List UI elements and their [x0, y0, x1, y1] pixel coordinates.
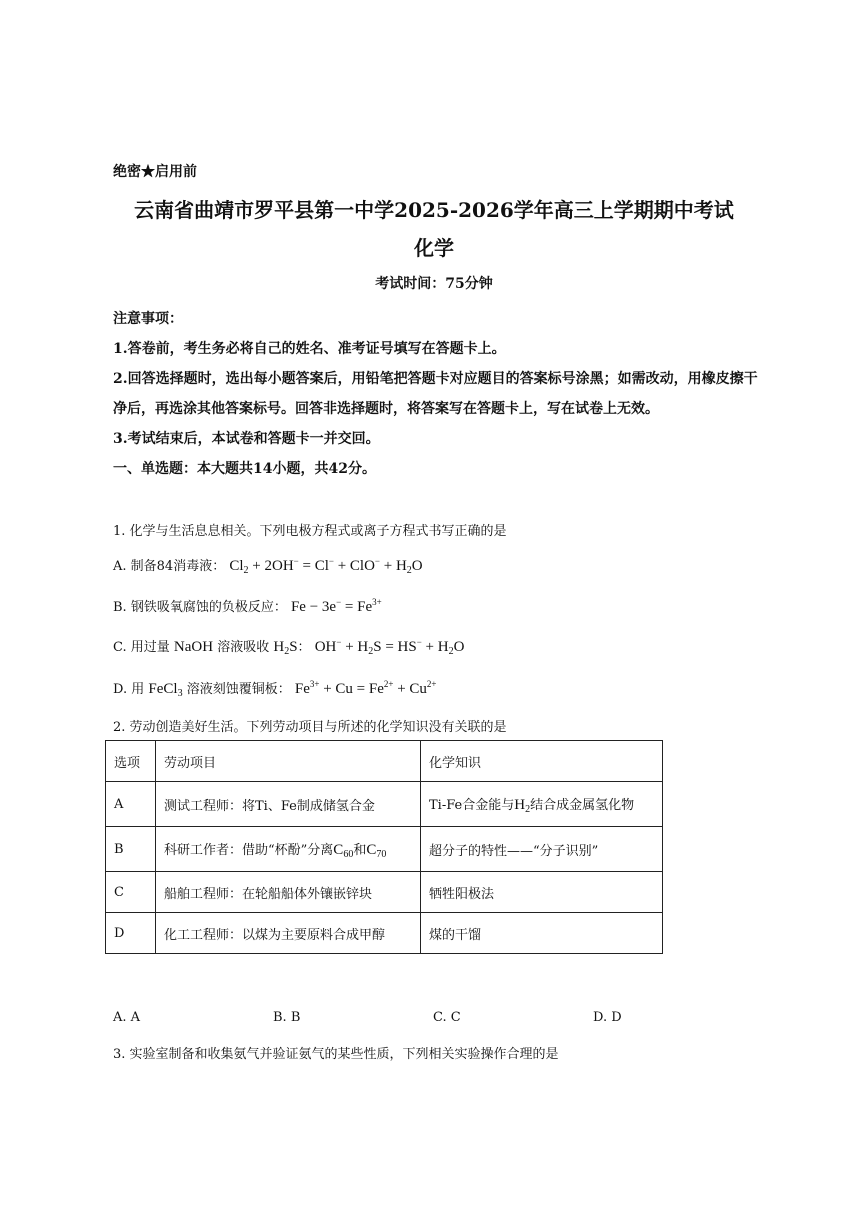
table-cell-knowledge: 超分子的特性——“分子识别” [421, 827, 663, 872]
table-row [106, 872, 663, 913]
notes-heading: 注意事项： [113, 311, 183, 327]
q1-option-d [113, 678, 437, 699]
q2-option-a: A. A [113, 1010, 141, 1025]
table-cell-option: B [106, 827, 156, 872]
table-cell-item: 化工工程师：以煤为主要原料合成甲醇 [156, 913, 421, 954]
q1-option-b [113, 596, 382, 616]
q1-option-c-mid1: 溶液吸收 [217, 640, 270, 655]
h2-formula: $H_2$ [514, 796, 531, 815]
q1-option-c-label: C. 用过量 [113, 640, 170, 655]
table-cell-knowledge: 牺牲阳极法 [421, 872, 663, 913]
q1-option-c-mid2: ： [297, 640, 311, 655]
q1-option-a-label: A. 制备84消毒液： [113, 559, 226, 574]
q1-option-a [113, 555, 423, 576]
notes-item-2: 2.回答选择题时，选出每小题答案后，用铅笔把答题卡对应题目的答案标号涂黑；如需改动，用橡皮擦干净后，再选涂其他答案标号。回答非选择题时，将答案写在答题卡上，写在试卷上无效。 [113, 371, 758, 417]
table-cell-item [156, 827, 421, 872]
q1-option-c-equation: $OH^- + H_2S = HS^- + H_2O$ [314, 637, 465, 657]
labor-table [105, 740, 663, 954]
q1-option-d-equation: $Fe^{3+} + Cu = Fe^{2+} + Cu^{2+}$ [294, 679, 437, 697]
table-cell-item: 船舶工程师：在轮船船体外镶嵌锌块 [156, 872, 421, 913]
table-cell-knowledge: 煤的干馏 [421, 913, 663, 954]
q1-option-d-label: D. 用 [113, 682, 145, 697]
table-cell-option: D [106, 913, 156, 954]
table-cell-item: 测试工程师：将Ti、Fe制成储氢合金 [156, 782, 421, 827]
subject-title: 化学 [414, 236, 454, 260]
table-cell-option: A [106, 782, 156, 827]
table-cell-option: C [106, 872, 156, 913]
table-header-cell: 选项 [106, 741, 156, 782]
q1-option-b-equation: $Fe - 3e^- = Fe^{3+}$ [290, 597, 382, 615]
notes-item-3: 3.考试结束后，本试卷和答题卡一并交回。 [113, 431, 380, 447]
table-cell-knowledge [421, 782, 663, 827]
q1-option-b-label: B. 钢铁吸氧腐蚀的负极反应： [113, 600, 287, 615]
c60-formula: $C_{60}$ [333, 841, 354, 860]
notes-item-1: 1.答卷前，考生务必将自己的姓名、准考证号填写在答题卡上。 [113, 341, 506, 357]
knowledge-post: 结合成金属氢化物 [530, 797, 635, 813]
q2-stem: 2. 劳动创造美好生活。下列劳动项目与所述的化学知识没有关联的是 [113, 720, 507, 735]
q1-h2s: $H_2S$ [273, 639, 298, 657]
exam-title: 云南省曲靖市罗平县第一中学2025-2026学年高三上学期期中考试 [134, 198, 734, 222]
table-row [106, 827, 663, 872]
table-header-row [106, 741, 663, 782]
knowledge-pre: Ti-Fe合金能与 [429, 797, 515, 813]
q1-option-c [113, 636, 464, 657]
q1-option-a-equation: $Cl_2 + 2OH^- = Cl^- + ClO^- + H_2O$ [229, 556, 423, 576]
c70-formula: $C_{70}$ [366, 841, 387, 860]
item-pre: 科研工作者：借助“杯酚”分离 [164, 842, 334, 858]
q1-fecl3: FeCl$_3$ [148, 681, 183, 699]
confidential-label: 绝密★启用前 [113, 164, 197, 180]
q2-option-d: D. D [593, 1010, 622, 1025]
table-row [106, 782, 663, 827]
table-header-cell: 化学知识 [421, 741, 663, 782]
item-mid: 和 [353, 842, 367, 858]
q2-option-b: B. B [273, 1010, 301, 1025]
q1-option-d-mid: 溶液刻蚀覆铜板： [186, 682, 291, 697]
q2-option-c: C. C [433, 1010, 461, 1025]
notes-block [113, 304, 763, 484]
q3-stem: 3. 实验室制备和收集氨气并验证氨气的某些性质，下列相关实验操作合理的是 [113, 1047, 559, 1062]
table-header-cell: 劳动项目 [156, 741, 421, 782]
section-1-title: 一、单选题：本大题共14小题，共42分。 [113, 461, 376, 477]
q1-naoh: NaOH [173, 639, 214, 655]
table-row [106, 913, 663, 954]
q1-stem: 1. 化学与生活息息相关。下列电极方程式或离子方程式书写正确的是 [113, 524, 507, 539]
exam-time: 考试时间：75分钟 [375, 276, 493, 292]
